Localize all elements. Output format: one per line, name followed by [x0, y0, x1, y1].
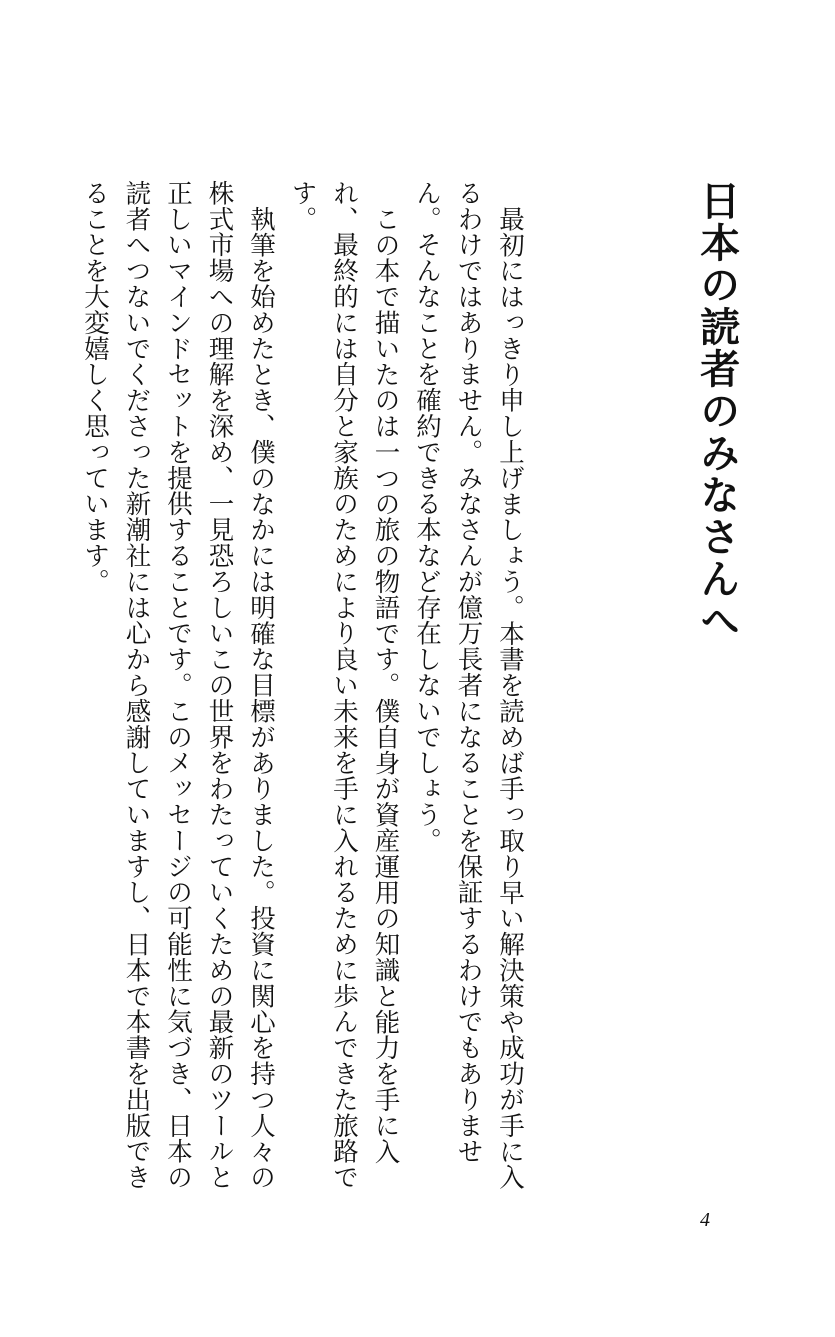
- paragraph: 最初にはっきり申し上げましょう。本書を読めば手っ取り早い解決策や成功が手に入るわけではありません。みなさんが億万長者になることを保証するわけでもありません。そんなことを確約できる本など存在しないでしょう。: [412, 180, 525, 1190]
- paragraph: この本で描いたのは一つの旅の物語です。僕自身が資産運用の知識と能力を手に入れ、最終的には自分と家族のためにより良い未来を手に入れるために歩んできた旅路です。: [287, 180, 401, 1191]
- page-number: 4: [700, 1209, 710, 1231]
- paragraph: 執筆を始めたとき、僕のなかには明確な目標がありました。投資に関心を持つ人々の株式市場への理解を深め、一見恐ろしいこの世界をわたっていくための最新のツールと正しいマインドセットを提供することです。このメッセージの可能性に気づき、日本の読者へつないでくださった新潮社には心から感謝していますし、日本で本書を出版できることを大変嬉しく思っています。: [80, 180, 276, 1191]
- body-text: [80, 180, 530, 1200]
- page-title: 日本の読者のみなさんへ: [693, 180, 740, 642]
